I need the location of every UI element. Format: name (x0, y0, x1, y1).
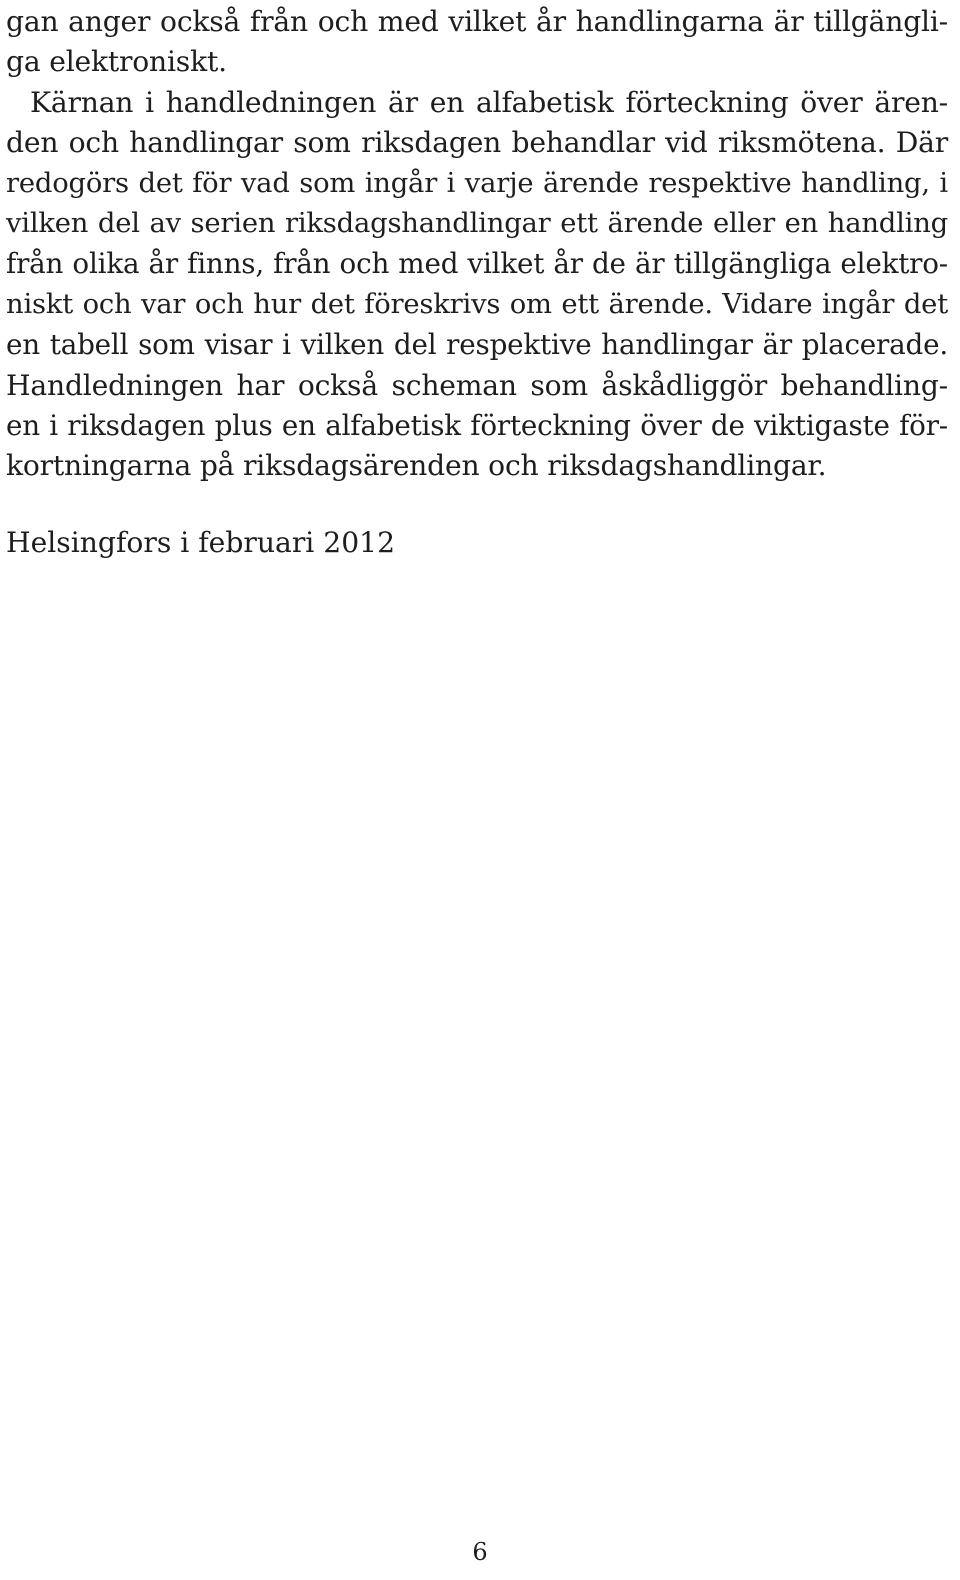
text-line: niskt och var och hur det föreskrivs om ett ärende. Vidare ingår det (6, 288, 948, 320)
text-line: redogörs det för vad som ingår i varje ärende respektive handling, i (6, 167, 948, 199)
page-number: 6 (472, 1538, 488, 1566)
text-line: från olika år finns, från och med vilket år de är tillgängliga elektro- (6, 247, 948, 281)
document-page (6, 0, 954, 563)
text-line: en tabell som visar i vilken del respektive handlingar är placerade. (6, 328, 948, 362)
text-line: kortningarna på riksdagsärenden och riksdagshandlingar. (6, 449, 827, 483)
body-text (6, 2, 954, 487)
text-line: en i riksdagen plus en alfabetisk förteckning över de viktigaste för- (6, 408, 948, 442)
text-line: den och handlingar som riksdagen behandlar vid riksmötena. Där (6, 126, 948, 160)
signoff-place-date: Helsingfors i februari 2012 (6, 525, 396, 559)
text-line: Kärnan i handledningen är en alfabetisk förteckning över ären- (30, 85, 948, 119)
text-line: Handledningen har också scheman som åskådliggör behandling- (6, 368, 948, 402)
paragraph-gap (6, 487, 954, 523)
text-line: gan anger också från och med vilket år handlingarna är tillgängli- (6, 5, 948, 38)
text-line: vilken del av serien riksdagshandlingar ett ärende eller en handling (6, 207, 948, 239)
text-line: ga elektroniskt. (6, 45, 227, 79)
